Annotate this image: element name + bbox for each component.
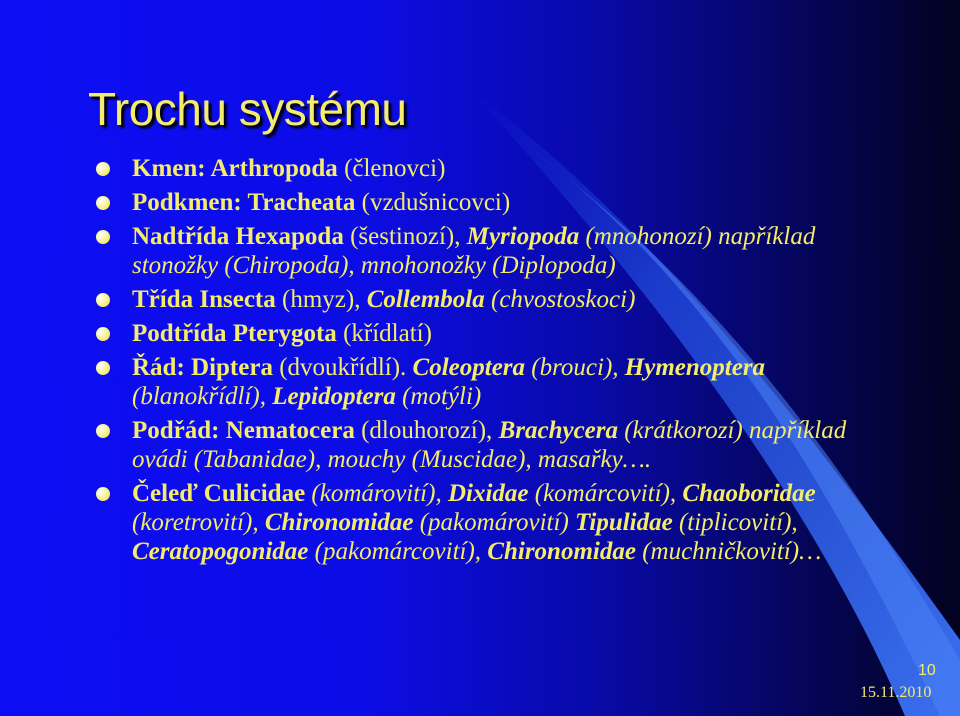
bullet-dot-icon [96,293,110,307]
bullet-text-segment: (mnohonozí) například stonožky (Chiropoda), mnohonožky (Diplopoda) [132,223,816,279]
slide-date: 15.11.2010 [860,684,932,701]
bullet-text-segment: (pakomárcovití), [308,538,488,565]
bullet-dot-icon [96,361,110,375]
bullet-item [96,285,866,314]
bullet-dot-icon [96,230,110,244]
bullet-text-segment: Čeleď Culicidae [132,480,306,507]
slide-title: Trochu systému [88,83,407,135]
bullet-text-segment: Podřád: Nematocera [132,417,355,444]
bullet-item [96,319,866,348]
bullet-item [96,222,866,280]
bullet-text-segment: (koretrovití), [132,509,265,536]
bullet-text-segment: (krátkorozí) například ovádi (Tabanidae), mouchy (Muscidae), masařky…. [132,417,847,473]
bullet-dot-icon [96,196,110,210]
bullet-text-segment: Collembola [366,286,485,313]
bullet-text-segment: Tipulidae [575,509,673,536]
bullet-text-segment: (brouci), [525,354,625,381]
bullet-text-segment: (komárovití), [305,480,448,507]
bullet-text-segment: Lepidoptera [272,383,396,410]
bullet-text-segment: Kmen: Arthropoda [132,155,338,182]
bullet-text-segment: Nadtřída Hexapoda [132,223,344,250]
bullet-text-segment: Podkmen: Tracheata [132,189,356,216]
bullet-text-segment: (vzdušnicovci) [355,189,511,216]
page-number: 10 [918,662,936,679]
bullet-item [96,154,866,183]
bullet-text-segment: (muchničkovití)… [635,538,822,565]
bullet-text-segment: Dixidae [447,480,529,507]
bullet-list [96,154,866,571]
bullet-text-segment: (motýli) [395,383,482,410]
bullet-text-segment: Chironomidae [264,509,414,536]
bullet-text-segment: (hmyz), [275,286,367,313]
bullet-text-segment: (blanokřídlí), [132,383,273,410]
bullet-item [96,479,866,566]
bullet-text-segment: (komárcovití), [528,480,683,507]
bullet-text-segment: Ceratopogonidae [132,538,309,565]
bullet-text-segment: Podtřída Pterygota [132,320,337,347]
bullet-text-segment: Třída Insecta [132,286,276,313]
bullet-text-segment: (dvoukřídlí). [272,354,413,381]
bullet-text-segment: Řád: Diptera [132,354,273,381]
bullet-text-segment: (dlouhorozí), [354,417,499,444]
bullet-text-segment: (členovci) [337,155,446,182]
bullet-text-segment: (chvostoskoci) [484,286,636,313]
bullet-dot-icon [96,162,110,176]
bullet-dot-icon [96,487,110,501]
bullet-text-segment: Chironomidae [487,538,636,565]
bullet-text-segment: Brachycera [498,417,618,444]
bullet-dot-icon [96,327,110,341]
bullet-item [96,353,866,411]
bullet-item [96,188,866,217]
bullet-text-segment: Chaoboridae [682,480,816,507]
bullet-text-segment: (tiplicovití), [672,509,798,536]
bullet-text-segment: Hymenoptera [624,354,766,381]
bullet-item [96,416,866,474]
bullet-text-segment: Coleoptera [412,354,526,381]
bullet-text-segment: Myriopoda [466,223,580,250]
bullet-text-segment: (křídlatí) [336,320,432,347]
bullet-text-segment: (šestinozí), [343,223,467,250]
bullet-dot-icon [96,424,110,438]
bullet-text-segment: (pakomárovití) [413,509,576,536]
